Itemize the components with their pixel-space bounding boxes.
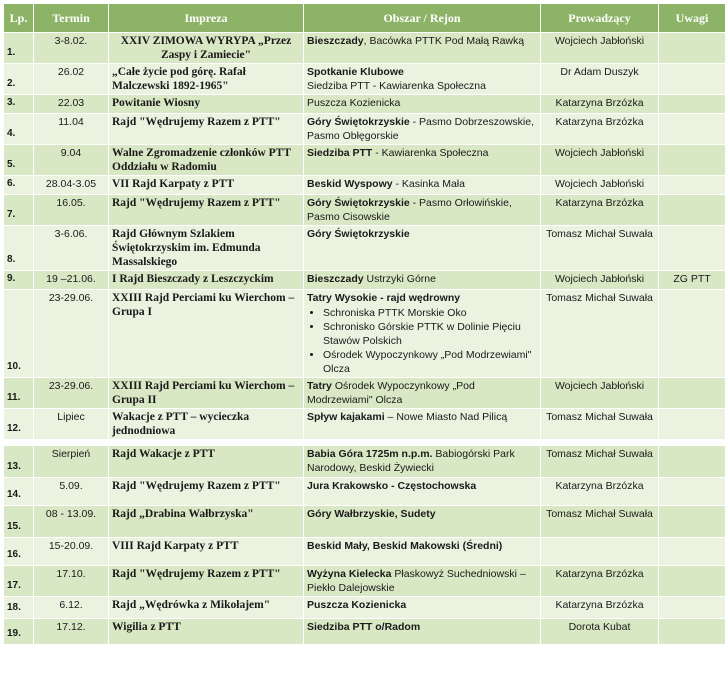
header-obszar: Obszar / Rejon: [304, 4, 541, 33]
cell-lp: 5.: [4, 145, 34, 176]
cell-prowadzacy: Dorota Kubat: [541, 619, 659, 645]
cell-prowadzacy: Wojciech Jabłoński: [541, 176, 659, 195]
obszar-region: Bieszczady: [307, 273, 364, 285]
cell-impreza: Rajd "Wędrujemy Razem z PTT": [109, 566, 304, 597]
cell-impreza: XXIII Rajd Perciami ku Wierchom – Grupa II: [109, 378, 304, 409]
cell-obszar: [304, 64, 541, 95]
table-row: [4, 409, 726, 440]
obszar-list-item: • Schronisko Górskie PTTK w Dolinie Pięciu Stawów Polskich: [323, 320, 537, 348]
cell-prowadzacy: Wojciech Jabłoński: [541, 271, 659, 290]
header-uwagi: Uwagi: [659, 4, 726, 33]
cell-lp: 13.: [4, 446, 34, 478]
cell-uwagi: [659, 95, 726, 114]
cell-termin: Sierpień: [34, 446, 109, 478]
cell-obszar: [304, 195, 541, 226]
cell-lp: 15.: [4, 506, 34, 538]
header-prowadzacy: Prowadzący: [541, 4, 659, 33]
cell-impreza: Rajd Głównym Szlakiem Świętokrzyskim im. Edmunda Massalskiego: [109, 226, 304, 271]
cell-obszar: [304, 619, 541, 645]
table-row: [4, 506, 726, 538]
cell-lp: 18.: [4, 597, 34, 619]
cell-prowadzacy: Wojciech Jabłoński: [541, 33, 659, 64]
cell-termin: 15-20.09.: [34, 538, 109, 566]
cell-impreza: VII Rajd Karpaty z PTT: [109, 176, 304, 195]
cell-prowadzacy: Tomasz Michał Suwała: [541, 409, 659, 440]
obszar-region: Siedziba PTT o/Radom: [307, 621, 421, 633]
obszar-region: Tatry Wysokie - rajd wędrowny: [307, 292, 461, 304]
obszar-detail: , Bacówka PTTK Pod Małą Rawką: [363, 35, 525, 47]
cell-impreza: Powitanie Wiosny: [109, 95, 304, 114]
cell-obszar: [304, 566, 541, 597]
cell-lp: 3.: [4, 95, 34, 114]
cell-termin: 11.04: [34, 114, 109, 145]
cell-uwagi: [659, 446, 726, 478]
obszar-region: Wyżyna Kielecka: [307, 568, 392, 580]
cell-uwagi: [659, 478, 726, 506]
cell-prowadzacy: Katarzyna Brzózka: [541, 195, 659, 226]
obszar-region: Jura Krakowsko - Częstochowska: [307, 480, 477, 492]
cell-impreza: XXIII Rajd Perciami ku Wierchom – Grupa I: [109, 290, 304, 378]
cell-termin: Lipiec: [34, 409, 109, 440]
cell-impreza: Rajd "Wędrujemy Razem z PTT": [109, 114, 304, 145]
cell-termin: 17.12.: [34, 619, 109, 645]
obszar-detail: Ośrodek Wypoczynkowy „Pod Modrzewiami" Olcza: [307, 380, 475, 406]
cell-impreza: Wigilia z PTT: [109, 619, 304, 645]
events-table: [3, 3, 726, 645]
cell-impreza: Rajd Wakacje z PTT: [109, 446, 304, 478]
cell-obszar: [304, 478, 541, 506]
table-row: [4, 114, 726, 145]
cell-termin: 5.09.: [34, 478, 109, 506]
cell-prowadzacy: Katarzyna Brzózka: [541, 597, 659, 619]
cell-impreza: Walne Zgromadzenie członków PTT Oddziału w Radomiu: [109, 145, 304, 176]
table-row: [4, 145, 726, 176]
cell-impreza: Rajd „Drabina Wałbrzyska": [109, 506, 304, 538]
cell-obszar: [304, 597, 541, 619]
header-termin: Termin: [34, 4, 109, 33]
obszar-detail: Płaskowyż Suchedniowski – Piekło Dalejowskie: [307, 568, 526, 594]
header-lp: Lp.: [4, 4, 34, 33]
cell-obszar: [304, 114, 541, 145]
cell-obszar: [304, 176, 541, 195]
cell-prowadzacy: Tomasz Michał Suwała: [541, 446, 659, 478]
table-body: [4, 33, 726, 645]
cell-uwagi: [659, 409, 726, 440]
table-row: [4, 195, 726, 226]
cell-termin: 26.02: [34, 64, 109, 95]
obszar-region: Góry Wałbrzyskie, Sudety: [307, 508, 436, 520]
obszar-detail: Puszcza Kozienicka: [307, 97, 401, 109]
cell-termin: 19 –21.06.: [34, 271, 109, 290]
table-row: [4, 226, 726, 271]
cell-prowadzacy: Wojciech Jabłoński: [541, 145, 659, 176]
cell-termin: 23-29.06.: [34, 290, 109, 378]
cell-uwagi: [659, 506, 726, 538]
cell-impreza: VIII Rajd Karpaty z PTT: [109, 538, 304, 566]
cell-uwagi: [659, 597, 726, 619]
cell-termin: 23-29.06.: [34, 378, 109, 409]
cell-termin: 28.04-3.05: [34, 176, 109, 195]
cell-impreza: XXIV ZIMOWA WYRYPA „Przez Zaspy i Zamiecie": [109, 33, 304, 64]
cell-uwagi: [659, 538, 726, 566]
cell-impreza: Rajd „Wędrówka z Mikołajem": [109, 597, 304, 619]
obszar-region: Spływ kajakami: [307, 411, 385, 423]
table-row: [4, 566, 726, 597]
cell-uwagi: [659, 33, 726, 64]
cell-lp: 14.: [4, 478, 34, 506]
obszar-detail: Ustrzyki Górne: [363, 273, 436, 285]
obszar-detail: Siedziba PTT - Kawiarenka Społeczna: [307, 80, 486, 92]
obszar-detail: - Kawiarenka Społeczna: [372, 147, 489, 159]
table-row: [4, 597, 726, 619]
obszar-region: Góry Świętokrzyskie: [307, 116, 410, 128]
cell-lp: 7.: [4, 195, 34, 226]
cell-termin: 9.04: [34, 145, 109, 176]
obszar-region: Góry Świętokrzyskie: [307, 228, 410, 240]
cell-prowadzacy: Katarzyna Brzózka: [541, 95, 659, 114]
cell-lp: 10.: [4, 290, 34, 378]
cell-uwagi: [659, 226, 726, 271]
cell-obszar: [304, 538, 541, 566]
cell-lp: 19.: [4, 619, 34, 645]
cell-lp: 12.: [4, 409, 34, 440]
obszar-region: Spotkanie Klubowe: [307, 66, 404, 78]
obszar-detail: - Pasmo Orłowińskie, Pasmo Cisowskie: [307, 197, 512, 223]
table-row: [4, 271, 726, 290]
cell-prowadzacy: [541, 538, 659, 566]
table-row: [4, 33, 726, 64]
cell-lp: 2.: [4, 64, 34, 95]
cell-obszar: [304, 290, 541, 378]
cell-termin: 3-8.02.: [34, 33, 109, 64]
cell-lp: 6.: [4, 176, 34, 195]
table-row: [4, 378, 726, 409]
cell-uwagi: [659, 114, 726, 145]
obszar-region: Beskid Wyspowy: [307, 178, 393, 190]
obszar-region: Góry Świętokrzyskie: [307, 197, 410, 209]
cell-prowadzacy: Dr Adam Duszyk: [541, 64, 659, 95]
obszar-list: [307, 306, 537, 376]
cell-impreza: Wakacje z PTT – wycieczka jednodniowa: [109, 409, 304, 440]
obszar-list-item: • Ośrodek Wypoczynkowy „Pod Modrzewiami" Olcza: [323, 348, 537, 376]
cell-termin: 22.03: [34, 95, 109, 114]
cell-lp: 11.: [4, 378, 34, 409]
cell-prowadzacy: Tomasz Michał Suwała: [541, 226, 659, 271]
cell-lp: 9.: [4, 271, 34, 290]
table-row: [4, 538, 726, 566]
cell-termin: 6.12.: [34, 597, 109, 619]
cell-prowadzacy: Katarzyna Brzózka: [541, 566, 659, 597]
obszar-region: Beskid Mały, Beskid Makowski (Średni): [307, 540, 503, 552]
cell-uwagi: [659, 176, 726, 195]
cell-prowadzacy: Tomasz Michał Suwała: [541, 290, 659, 378]
cell-termin: 17.10.: [34, 566, 109, 597]
cell-uwagi: [659, 378, 726, 409]
table-row: [4, 446, 726, 478]
cell-lp: 16.: [4, 538, 34, 566]
header-row: [4, 4, 726, 33]
obszar-region: Bieszczady: [307, 35, 364, 47]
cell-uwagi: [659, 64, 726, 95]
obszar-region: Babia Góra 1725m n.p.m.: [307, 448, 433, 460]
cell-obszar: [304, 378, 541, 409]
cell-lp: 8.: [4, 226, 34, 271]
cell-termin: 3-6.06.: [34, 226, 109, 271]
table-row: [4, 64, 726, 95]
obszar-region: Puszcza Kozienicka: [307, 599, 407, 611]
cell-obszar: [304, 271, 541, 290]
obszar-detail: – Nowe Miasto Nad Pilicą: [384, 411, 508, 423]
cell-obszar: [304, 33, 541, 64]
cell-impreza: Rajd "Wędrujemy Razem z PTT": [109, 195, 304, 226]
cell-termin: 16.05.: [34, 195, 109, 226]
cell-uwagi: [659, 290, 726, 378]
cell-obszar: [304, 446, 541, 478]
cell-obszar: [304, 95, 541, 114]
cell-obszar: [304, 506, 541, 538]
cell-prowadzacy: Katarzyna Brzózka: [541, 114, 659, 145]
obszar-detail: Babiogórski Park Narodowy, Beskid Żywiecki: [307, 448, 515, 474]
obszar-region: Tatry: [307, 380, 332, 392]
cell-uwagi: ZG PTT: [659, 271, 726, 290]
obszar-region: Siedziba PTT: [307, 147, 373, 159]
obszar-detail: - Kasinka Mała: [392, 178, 465, 190]
cell-impreza: I Rajd Bieszczady z Leszczyckim: [109, 271, 304, 290]
obszar-detail: - Pasmo Dobrzeszowskie, Pasmo Obłęgorskie: [307, 116, 535, 142]
cell-obszar: [304, 145, 541, 176]
table-row: [4, 290, 726, 378]
cell-prowadzacy: Wojciech Jabłoński: [541, 378, 659, 409]
table-row: [4, 176, 726, 195]
cell-uwagi: [659, 566, 726, 597]
cell-prowadzacy: Katarzyna Brzózka: [541, 478, 659, 506]
cell-lp: 17.: [4, 566, 34, 597]
cell-uwagi: [659, 145, 726, 176]
cell-termin: 08 - 13.09.: [34, 506, 109, 538]
table-row: [4, 478, 726, 506]
table-row: [4, 619, 726, 645]
cell-uwagi: [659, 619, 726, 645]
header-impreza: Impreza: [109, 4, 304, 33]
obszar-list-item: • Schroniska PTTK Morskie Oko: [323, 306, 537, 320]
cell-impreza: Rajd "Wędrujemy Razem z PTT": [109, 478, 304, 506]
cell-obszar: [304, 409, 541, 440]
cell-impreza: „Całe życie pod górę. Rafał Malczewski 1892-1965": [109, 64, 304, 95]
cell-lp: 4.: [4, 114, 34, 145]
cell-uwagi: [659, 195, 726, 226]
cell-obszar: [304, 226, 541, 271]
cell-prowadzacy: Tomasz Michał Suwała: [541, 506, 659, 538]
cell-lp: 1.: [4, 33, 34, 64]
table-row: [4, 95, 726, 114]
